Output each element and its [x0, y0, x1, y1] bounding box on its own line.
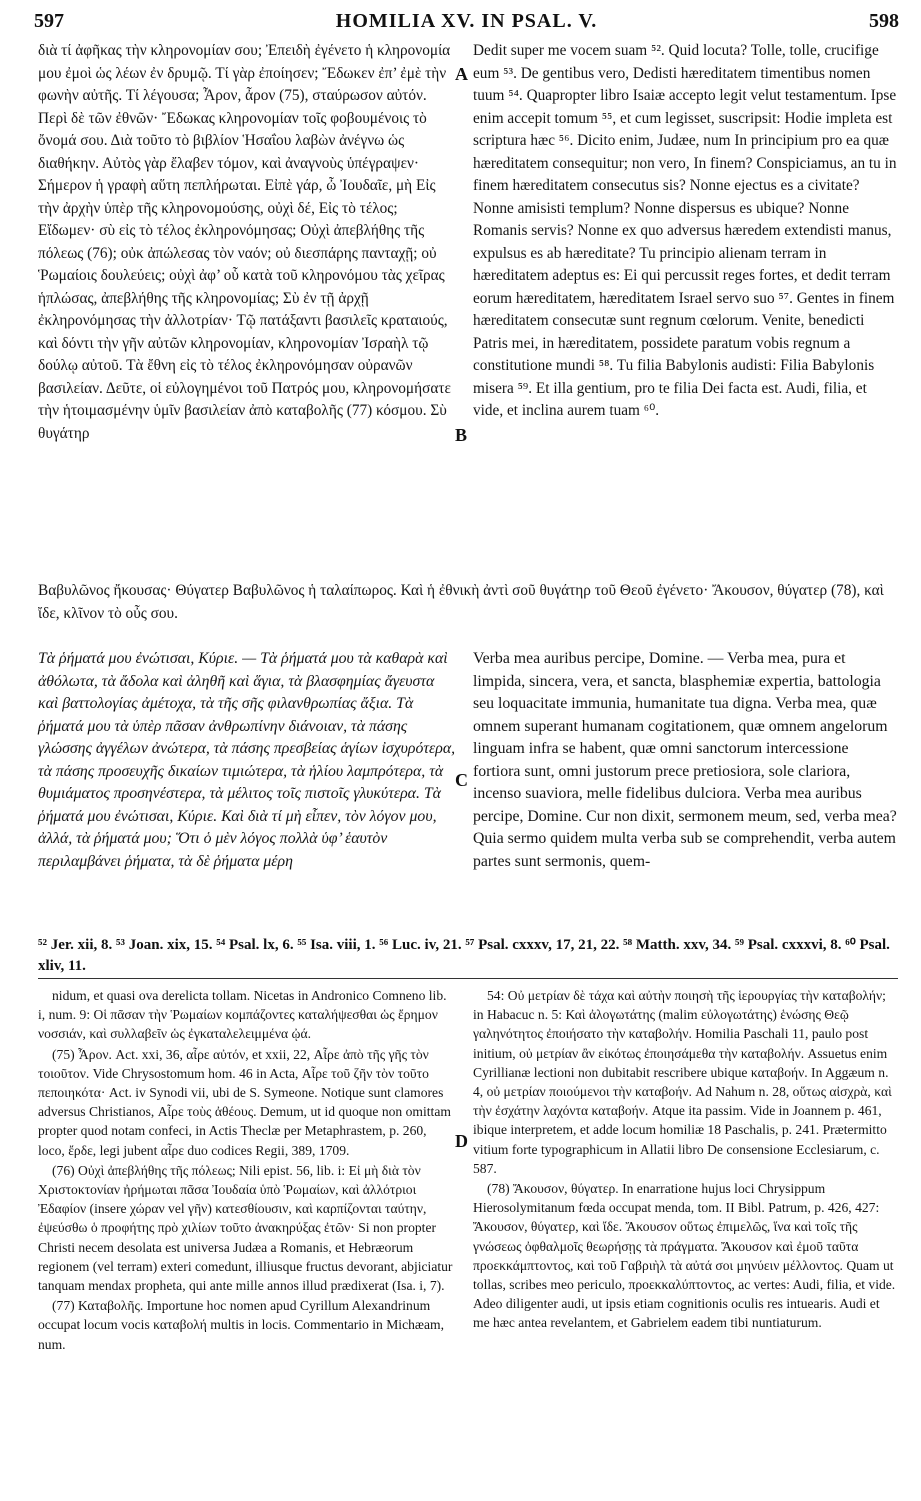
latin-text-column-top — [473, 40, 898, 423]
latin-mid-paragraph: Verba mea auribus percipe, Domine. — Verba mea, pura et limpida, sincera, vera, et sancta, blasphemiæ expertia, battologia seu loquacitate immunia, humanitate tua digna. Verba mea, quæ omnem superant humanam cogitationem, quæ omnem angelorum linguam infra se habent, quæ omni sanctorum intercessione fortiora sunt, omni justorum prece pretiosiora, sole clariora, incenso suaviora, melle fidelibus dulciora. Verba mea auribus percipe, Domine. Cur non dixit, sermonem meum, sed, verba mea? Quia sermo quidem multa verba sub se comprehendit, verba autem partes sunt sermonis, quem- — [473, 650, 897, 870]
right-page-number: 598 — [869, 10, 899, 32]
latin-paragraph: Dedit super me vocem suam ⁵². Quid locuta? Tolle, tolle, crucifige eum ⁵³. De gentibus vero, Dedisti hæreditatem timentibus nomen tuum ⁵⁴. Quapropter librо Isaiæ accepto legit velut testamentum. Ipse enim accepit tomum ⁵⁵, et cum legisset, suscripsit: Hodie impleta est scriptura hæc ⁵⁶. Dicito enim, Judæe, num In principium pro ea quæ hæreditatem consequitur; non vero, In finem? Conspiciamus, an tu in finem hæreditatem consecutus sis? Nonne ejectus es a civitate? Nonne amisisti templum? Nonne dispersus es ubique? Nonne Romanis servis? Nonne ex quo adversus hæredem extendisti manus, expulsus es ab hæreditate? Tu principio alienam terram in hæreditatem adeptus es: Ei qui percussit reges fortes, et dedit terram eorum hæreditatem, hæreditatem Israel servo suo ⁵⁷. Gentes in finem hæreditatem consecutæ sunt regnum cœlorum. Venite, benedicti Patris mei, in hæreditatem, possidete paratum vobis regnum a constitutione mundi ⁵⁸. Tu filia Babylonis audisti: Filia Babylonis misera ⁵⁹. Et illa gentium, pro te filia Dei facta est. Audi, filia, et vide, et inclina aurem tuam ⁶⁰. — [473, 42, 897, 419]
greek-text-column-top — [38, 40, 456, 445]
note-paragraph: (78) Ἄκουσον, θύγατερ. In enarratione hujus loci Chrysippum Hierosolymitanum fœda occupat menda, tom. II Bibl. Patrum, p. 426, 427: Ἄκουσον, θύγατερ, καὶ ἴδε. Ἄκουσον οὕτως ἐπιμελῶς, ἵνα καὶ τοῖς τῆς γνώσεως ὀφθαλμοῖς θεωρήσῃς τὰ πράγματα. Ἄκουσον καὶ ἐμοῦ ταῦτα προεκκάμπτοντος, καὶ τοῦ Γαβριὴλ τὰ αὐτά σοι μηνύειν μέλλοντος. Quam ut tollas, scribes meo periculo, προεκκαλύπτοντος, ac vertes: Audi, filia, et vide. Adeo diligenter audi, ut ipsis etiam cognitionis oculis res intuearis. Audi et me hæc antea revelantem, et Gabrielem eadem tibi nuntiaturum. — [473, 1181, 896, 1331]
greek-mid-paragraph: Τὰ ῥήματά μου ἐνώτισαι, Κύριε. — Τὰ ῥήματά μου τὰ καθαρὰ καὶ ἀθόλωτα, τὰ ἄδολα καὶ ἀληθῆ καὶ ἅγια, τὰ βλασφημίας ἄγευστα καὶ βαττολογίας ἀμέτοχα, τὰ τῆς σῆς φιλανθρωπίας ἄξια. Τὰ ῥήματά μου τὰ ὑπὲρ πᾶσαν ἀνθρωπίνην διάνοιαν, τὰ πάσης γλώσσης ἀγγέλων ἀνώτερα, τὰ πάσης πρεσβείας ἁγίων ἰσχυρότερα, τὰ πάσης προσευχῆς δικαίων τιμιώτερα, τὰ ἡλίου λαμπρότερα, τὰ θυμιάματος προσηνέστερα, τὰ μέλιτος τοῖς πιστοῖς γλυκύτερα. Τὰ ῥήματά μου ἐνώτισαι, Κύριε. Καὶ διὰ τί μὴ εἶπεν, τὸν λόγον μου, ἀλλά, τὰ ῥήματά μου; Ὅτι ὁ μὲν λόγος πολλὰ ὑφ’ ἑαυτὸν περιλαμβάνει ῥήματα, τὰ δὲ ῥήματα μέρη — [38, 650, 456, 870]
footnote-divider — [38, 978, 898, 979]
left-page-number: 597 — [34, 10, 64, 32]
greek-text-wide — [38, 580, 898, 625]
running-title: HOMILIA XV. IN PSAL. V. — [335, 10, 598, 32]
notes-column-right — [473, 986, 898, 1334]
note-paragraph: 54: Οὐ μετρίαν δὲ τάχα καὶ αὐτὴν ποιησὴ τῆς ἱερουργίας τὴν καταβολήν; in Habacuc n. 5: Καὶ ἀλογωτάτης (malim εὐλογωτάτης) ἑνώσης Θεῷ γαληνότητος ἐποιήσατο τὴν καταβολήν. Homilia Paschali 11, paulo post initium, οὐ μετρίαν ἂν εἰκότως ἐποιησάμεθα τὴν καταβολήν. Assuetus enim Cyrillianæ lectioni non dubitabit rescribere ubique καταβοήν. In Aggæum n. 4, οὐ μετρίαν ποιούμενοι τὴν καταβοήν. Ad Nahum n. 28, οὕτως αἰσχρὰ, καὶ τὴν ἐσχάτην λαχόντα καταβοήν. Atque ita passim. Vide in Joannem p. 461, ibique interpretem, et adde locum homiliæ 18 Paschalis, p. 241. Prætermitto vitium forte typographicum in Allatii libro De consensione Ecclesiarum, c. 587. — [473, 988, 892, 1176]
greek-paragraph: διὰ τί ἀφῆκας τὴν κληρονομίαν σου; Ἐπειδὴ ἐγένετο ἡ κληρονομία μου ἐμοὶ ὡς λέων ἐν δρυμῷ. Τί γὰρ ἐποίησεν; Ἔδωκεν ἐπ’ ἐμὲ τὴν φωνὴν αὐτῆς. Τί λέγουσα; Ἆρον, ἆρον (75), σταύρωσον αὐτόν. Περὶ δὲ τῶν ἐθνῶν· Ἔδωκας κληρονομίαν τοῖς φοβουμένοις τὸ ὄνομά σου. Διὰ τοῦτο τὸ βιβλίον Ἡσαΐου λαβὼν ἀνέγνω ὡς διαθήκην. Αὐτὸς γὰρ ἔλαβεν τόμον, καὶ ἀναγνοὺς ὑπέγραψεν· Σήμερον ἡ γραφὴ αὕτη πεπλήρωται. Εἰπὲ γάρ, ὦ Ἰουδαῖε, μὴ Εἰς τὴν ἀρχὴν ὑπὲρ τῆς κληρονομούσης, οὐχὶ δέ, Εἰς τὸ τέλος; Εἴδωμεν· σὺ εἰς τὸ τέλος ἐκληρονόμησας; Οὐχὶ ἀπεβλήθης τῆς πόλεως (76); οὐκ ἀπώλεσας τὸν ναόν; οὐ διεσπάρης πανταχῇ; οὐ Ῥωμαίοις δουλεύεις; οὐχὶ ἀφ’ οὗ κατὰ τοῦ κληρονόμου τὰς χεῖρας ἡπλώσας, ἀπεβλήθης τῆς κληρονομίας; Σὺ ἐν τῇ ἀρχῇ ἐκληρονόμησας τὴν ἀλλοτρίαν· Τῷ πατάξαντι βασιλεῖς κραταιούς, καὶ δόντι τὴν γῆν αὐτῶν κληρονομίαν, κληρονομίαν Ἰσραὴλ τῷ δούλῳ αὐτοῦ. Τὰ ἔθνη εἰς τὸ τέλος ἐκληρονόμησαν οὐρανῶν βασιλείαν. Δεῦτε, οἱ εὐλογημένοι τοῦ Πατρός μου, κληρονομήσατε τὴν ἡτοιμασμένην ὑμῖν βασιλείαν ἀπὸ καταβολῆς (77) κόσμου. Σὺ θυγάτηρ — [38, 42, 451, 442]
note-paragraph: (77) Καταβολῆς. Importune hoc nomen apud Cyrillum Alexandrinum occupat locum vocis καταβολή multis in locis. Commentario in Michæam, num. — [38, 1298, 444, 1352]
running-header — [34, 10, 899, 40]
margin-letter-c: C — [455, 770, 468, 790]
latin-text-column-mid — [473, 648, 898, 873]
margin-letter-a: A — [455, 64, 468, 84]
greek-wide-paragraph: Βαβυλῶνος ἤκουσας· Θύγατερ Βαβυλῶνος ἡ ταλαίπωρος. Καὶ ἡ ἐθνικὴ ἀντὶ σοῦ θυγάτηρ τοῦ Θεοῦ ἐγένετο· Ἄκουσον, θύγατερ (78), καὶ ἴδε, κλῖνον τὸ οὖς σου. — [38, 582, 884, 622]
greek-text-column-mid — [38, 648, 456, 873]
margin-letter-b: B — [455, 425, 468, 445]
note-paragraph: (76) Οὐχὶ ἀπεβλήθης τῆς πόλεως; Nili epist. 56, lib. i: Εἰ μὴ διὰ τὸν Χριστοκτονίαν ἠρήμωται πᾶσα Ἰουδαία ὑπὸ Ῥωμαίων, καὶ ἀλλότριοι Ἐδαφίον (insere χώραν vel γῆν) κατεσθίουσιν, καὶ καρπίζονται ταύτην, ἐψεύσθω ὁ προφήτης πρὸ χιλίων τοῦτο ἀνακηρύξας ἐτῶν· Si non propter Christi necem desolata est universa Judæa a Romanis, et Hebræorum regionem (vel terram) exteri comedunt, illiusque fructus devorant, abjiciatur tanquam mendax propheta, qui ante mille annos illud prædixerat (Isa. i, 7). — [38, 1162, 453, 1294]
margin-letter-d: D — [455, 1131, 468, 1151]
note-paragraph: nidum, et quasi ova derelicta tollam. Nicetas in Andronico Comneno lib. i, num. 9: Οἱ πᾶσαν τὴν Ῥωμαίων κομπάζοντες καταλήψεσθαι ὡς ἔρημον νοσσιάν, καὶ συλλαβεῖν ὡς ἐγκαταλελειμμένα ᾠά. — [38, 988, 447, 1042]
note-paragraph: (75) Ἆρον. Act. xxi, 36, αἶρε αὐτόν, et xxii, 22, Αἶρε ἀπὸ τῆς γῆς τὸν τοιοῦτον. Vide Chrysostomum hom. 46 in Acta, Αἶρε τοῦ ζῆν τὸν τοῦτο πεποιηκότα· Act. iv Synodi vii, ubi de S. Symeone. Notique sunt clamores adversus Christianos, Αἶρε τοὺς ἀθέους. Demum, ut id quoque non omittam propter quod notam confeci, in Actis Theclæ per Metaphrastem, p. 260, loco, ἔρδε, legi jubent αἶρε duo codices Regii, 389, 1709. — [38, 1046, 451, 1158]
notes-column-left — [38, 986, 456, 1355]
scripture-footnotes: ⁵² Jer. xii, 8. ⁵³ Joan. xix, 15. ⁵⁴ Psal. lx, 6. ⁵⁵ Isa. viii, 1. ⁵⁶ Luc. iv, 21. ⁵⁷ Psal. cxxxv, 17, 21, 22. ⁵⁸ Matth. xxv, 34. ⁵⁹ Psal. cxxxvi, 8. ⁶⁰ Psal. xliv, 11. — [38, 937, 890, 974]
